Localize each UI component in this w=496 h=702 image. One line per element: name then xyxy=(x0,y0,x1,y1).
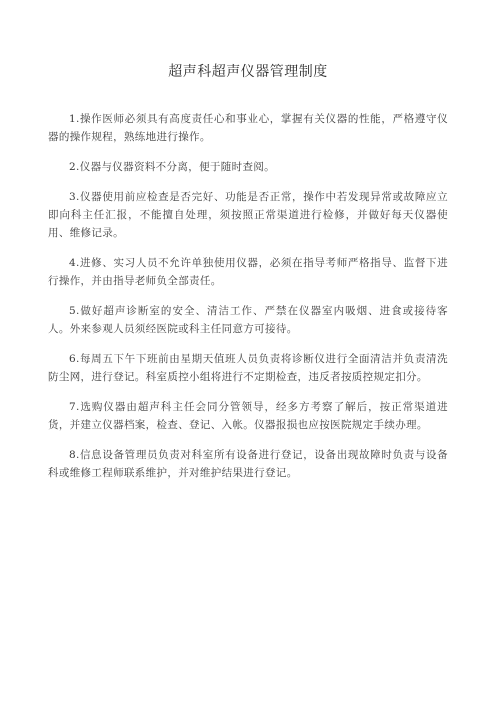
paragraph-1: 1.操作医师必须具有高度责任心和事业心，掌握有关仪器的性能，严格遵守仪器的操作规程，熟练地进行操作。 xyxy=(48,113,448,143)
paragraph-3: 3.仪器使用前应检查是否完好、功能是否正常，操作中若发现异常或故障应立即向科主任汇报，不能擅自处理，须按照正常渠道进行检修，并做好每天仪器使用、维修记录。 xyxy=(48,191,448,239)
paragraph-8: 8.信息设备管理员负责对科室所有设备进行登记，设备出现故障时负责与设备科或维修工程师联系维护，并对维护结果进行登记。 xyxy=(48,449,448,479)
paragraph-6: 6.每周五下午下班前由星期天值班人员负责将诊断仪进行全面清洁并负责清洗防尘网，进行登记。科室质控小组将进行不定期检查，违反者按质控规定扣分。 xyxy=(48,353,448,383)
paragraph-2: 2.仪器与仪器资料不分离，便于随时查阅。 xyxy=(69,161,276,173)
paragraph-7: 7.选购仪器由超声科主任会同分管领导，经多方考察了解后，按正常渠道进货，并建立仪器档案，检查、登记、入帐。仪器报损也应按医院规定手续办理。 xyxy=(48,401,448,431)
paragraph-5: 5.做好超声诊断室的安全、清洁工作、严禁在仪器室内吸烟、进食或接待客人。外来参观人员须经医院或科主任同意方可接待。 xyxy=(48,305,448,335)
paragraph-4: 4.进修、实习人员不允许单独使用仪器，必须在指导考师严格指导、监督下进行操作，并由指导老师负全部责任。 xyxy=(48,257,448,287)
page-title: 超声科超声仪器管理制度 xyxy=(168,64,328,80)
document-body xyxy=(48,110,448,494)
